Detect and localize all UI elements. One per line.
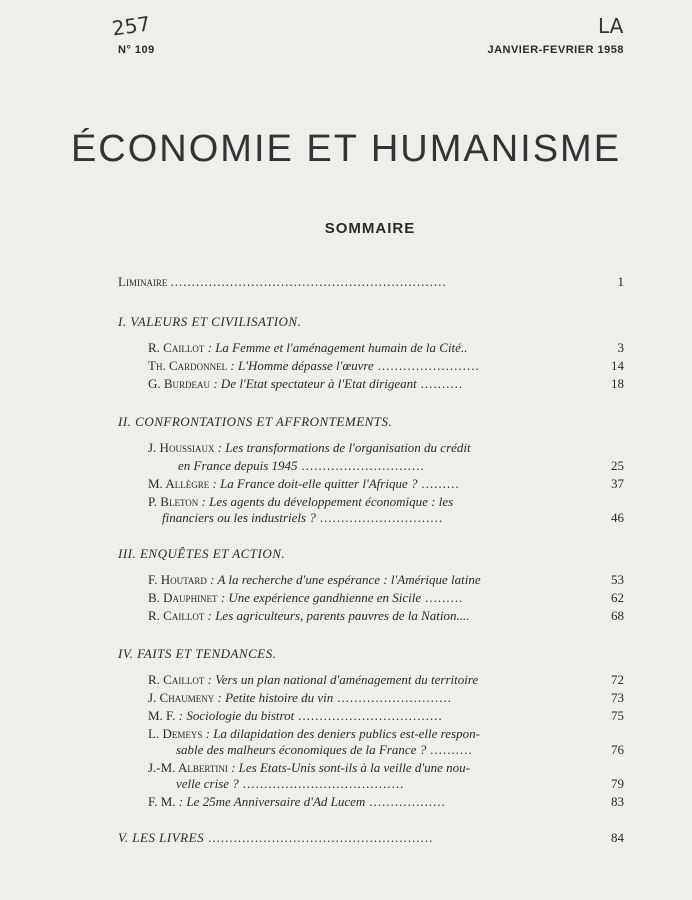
toc-entry[interactable]: L. Demeys : La dilapidation des deniers publics est-elle respon- [148,726,480,741]
journal-title: ÉCONOMIE ET HUMANISME [70,128,622,170]
entry-page: 1 [617,274,624,289]
handwritten-number: 257 [110,11,152,41]
toc-entry[interactable]: F. Houtard : A la recherche d'une espérance : l'Amérique latine 53 [148,572,624,587]
toc-entry[interactable]: M. F. : Sociologie du bistrot .................................. 75 [148,708,624,723]
toc-entry[interactable]: J. Houssiaux : Les transformations de l'organisation du crédit [148,440,471,455]
toc-entry-continuation[interactable]: velle crise ? ...................................... 79 [176,776,624,791]
toc-entry-books[interactable]: V. LES LIVRES ..................................................... 84 [118,830,624,845]
entry-label: Liminaire [118,274,168,289]
toc-entry-continuation[interactable]: financiers ou les industriels ? ............................. 46 [162,510,624,525]
toc-entry[interactable]: J. Chaumeny : Petite histoire du vin ........................... 73 [148,690,624,705]
issue-number: N° 109 [118,44,155,56]
section-title: IV. FAITS ET TENDANCES. [118,646,277,661]
toc-entry[interactable]: R. Caillot : Les agriculteurs, parents pauvres de la Nation.... 68 [148,608,624,623]
issue-date: JANVIER-FEVRIER 1958 [487,44,624,56]
section-title: I. VALEURS ET CIVILISATION. [118,314,302,329]
toc-entry[interactable]: J.-M. Albertini : Les Etats-Unis sont-ils à la veille d'une nou- [148,760,471,775]
toc-entry[interactable]: R. Caillot : Vers un plan national d'aménagement du territoire 72 [148,672,624,687]
toc-entry-liminaire[interactable]: Liminaire ................................................................. 1 [118,274,624,289]
header-line [118,44,624,62]
toc-entry-continuation[interactable]: sable des malheurs économiques de la France ? .......... 76 [176,742,624,757]
toc-entry[interactable]: R. Caillot : La Femme et l'aménagement humain de la Cité.. 3 [148,340,624,355]
toc-entry[interactable]: P. Bleton : Les agents du développement économique : les [148,494,454,509]
handwritten-initials: LA [598,14,624,38]
section-title: II. CONFRONTATIONS ET AFFRONTEMENTS. [118,414,393,429]
contents-heading: SOMMAIRE [324,220,416,237]
section-title: V. LES LIVRES [118,830,205,845]
toc-entry[interactable]: M. Allègre : La France doit-elle quitter l'Afrique ? ......... 37 [148,476,624,491]
section-title: III. ENQUÊTES ET ACTION. [118,546,286,561]
toc-entry[interactable]: Th. Cardonnel : L'Homme dépasse l'œuvre ........................ 14 [148,358,624,373]
toc-entry[interactable]: F. M. : Le 25me Anniversaire d'Ad Lucem .................. 83 [148,794,624,809]
toc-entry[interactable]: B. Dauphinet : Une expérience gandhienne en Sicile ......... 62 [148,590,624,605]
toc-entry-continuation[interactable]: en France depuis 1945 ............................. 25 [178,458,624,473]
toc-entry[interactable]: G. Burdeau : De l'Etat spectateur à l'Etat dirigeant .......... 18 [148,376,624,391]
